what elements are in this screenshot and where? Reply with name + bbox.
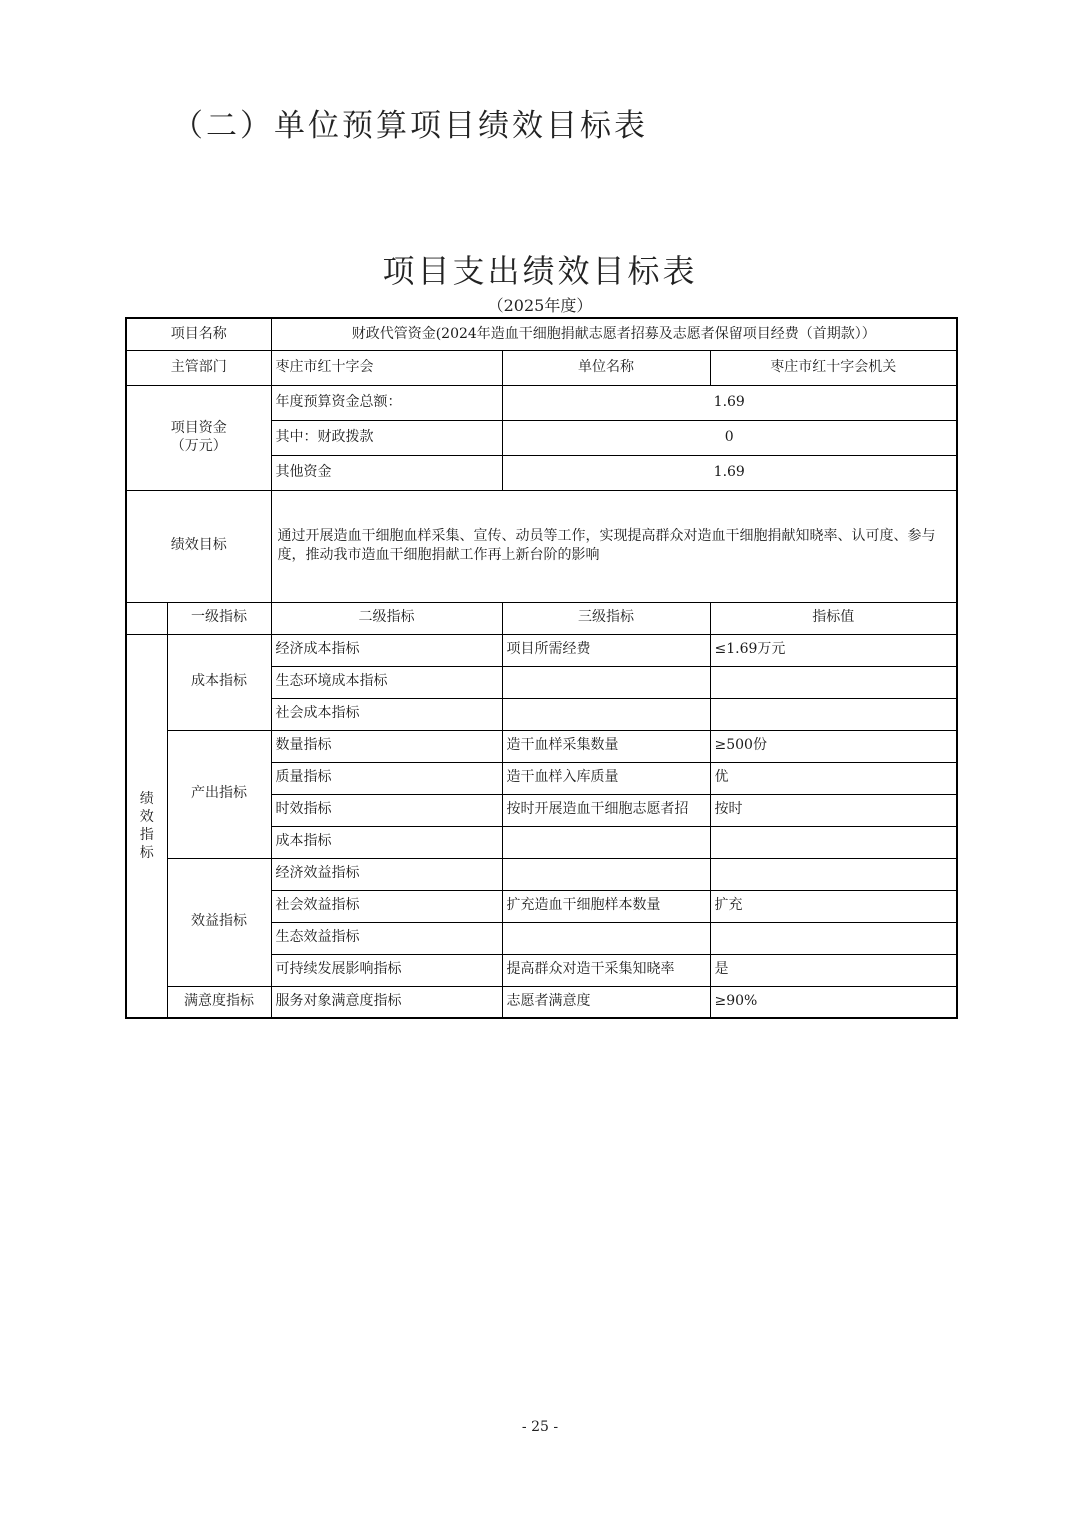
level3-cell (502, 922, 710, 954)
table-row (126, 986, 957, 1018)
section-heading: （二）单位预算项目绩效目标表 (172, 108, 648, 144)
value-cell (710, 826, 957, 858)
level3-cell (502, 858, 710, 890)
level2-cell: 时效指标 (271, 794, 502, 826)
header-level3: 三级指标 (502, 602, 710, 634)
level3-cell: 项目所需经费 (502, 634, 710, 666)
header-level2: 二级指标 (271, 602, 502, 634)
indicator-header-row (126, 602, 957, 634)
level3-cell: 扩充造血干细胞样本数量 (502, 890, 710, 922)
unit-name-label: 单位名称 (502, 350, 710, 385)
value-cell: 按时 (710, 794, 957, 826)
level2-cell: 数量指标 (271, 730, 502, 762)
level2-cell: 可持续发展影响指标 (271, 954, 502, 986)
project-name-value: 财政代管资金(2024年造血干细胞捐献志愿者招募及志愿者保留项目经费（首期款）） (271, 318, 957, 350)
level3-cell (502, 666, 710, 698)
level2-cell: 质量指标 (271, 762, 502, 794)
level2-cell: 经济成本指标 (271, 634, 502, 666)
table-row (126, 730, 957, 762)
level2-cell: 社会效益指标 (271, 890, 502, 922)
goal-label: 绩效目标 (126, 490, 271, 602)
funds-label-line1: 项目资金 (170, 420, 227, 436)
department-label: 主管部门 (126, 350, 271, 385)
level3-cell (502, 698, 710, 730)
level1-output: 产出指标 (167, 730, 271, 858)
level2-cell: 社会成本指标 (271, 698, 502, 730)
level2-cell: 生态效益指标 (271, 922, 502, 954)
funds-total-label: 年度预算资金总额： (271, 385, 502, 420)
funds-row (126, 385, 957, 420)
level3-cell: 造干血样入库质量 (502, 762, 710, 794)
value-cell: ≥90% (710, 986, 957, 1018)
page-number: - 25 - (521, 1419, 559, 1435)
level3-cell: 志愿者满意度 (502, 986, 710, 1018)
header-level1: 一级指标 (167, 602, 271, 634)
value-cell (710, 698, 957, 730)
level2-cell: 生态环境成本指标 (271, 666, 502, 698)
project-name-row (126, 318, 957, 350)
funds-total-value: 1.69 (502, 385, 957, 420)
level3-cell: 按时开展造血干细胞志愿者招 (502, 794, 710, 826)
department-row (126, 350, 957, 385)
level1-cost: 成本指标 (167, 634, 271, 730)
value-cell: 是 (710, 954, 957, 986)
header-blank (126, 602, 167, 634)
funds-label-line2: （万元） (170, 437, 227, 454)
funds-fiscal-value: 0 (502, 420, 957, 455)
value-cell: ≥500份 (710, 730, 957, 762)
unit-name-value: 枣庄市红十字会机关 (710, 350, 957, 385)
project-name-label: 项目名称 (126, 318, 271, 350)
level1-benefit: 效益指标 (167, 858, 271, 986)
funds-other-value: 1.69 (502, 455, 957, 490)
goal-text: 通过开展造血干细胞血样采集、宣传、动员等工作，实现提高群众对造血干细胞捐献知晓率、认可度、参与度，推动我市造血干细胞捐献工作再上新台阶的影响 (271, 490, 957, 602)
value-cell: 扩充 (710, 890, 957, 922)
level3-cell: 造干血样采集数量 (502, 730, 710, 762)
goal-row (126, 490, 957, 602)
table-row (126, 634, 957, 666)
table-year: （2025年度） (487, 296, 593, 315)
indicator-side-label: 绩效指标 (126, 634, 167, 1018)
level2-cell: 服务对象满意度指标 (271, 986, 502, 1018)
header-value: 指标值 (710, 602, 957, 634)
value-cell (710, 922, 957, 954)
level2-cell: 经济效益指标 (271, 858, 502, 890)
funds-fiscal-label: 其中：财政拨款 (271, 420, 502, 455)
value-cell: 优 (710, 762, 957, 794)
funds-other-label: 其他资金 (271, 455, 502, 490)
level2-cell: 成本指标 (271, 826, 502, 858)
value-cell (710, 858, 957, 890)
funds-label (126, 385, 271, 490)
level1-satisfaction: 满意度指标 (167, 986, 271, 1018)
value-cell: ≤1.69万元 (710, 634, 957, 666)
department-value: 枣庄市红十字会 (271, 350, 502, 385)
level3-cell: 提高群众对造干采集知晓率 (502, 954, 710, 986)
value-cell (710, 666, 957, 698)
level3-cell (502, 826, 710, 858)
table-row (126, 858, 957, 890)
performance-target-table (125, 317, 958, 1019)
table-title: 项目支出绩效目标表 (382, 252, 698, 290)
